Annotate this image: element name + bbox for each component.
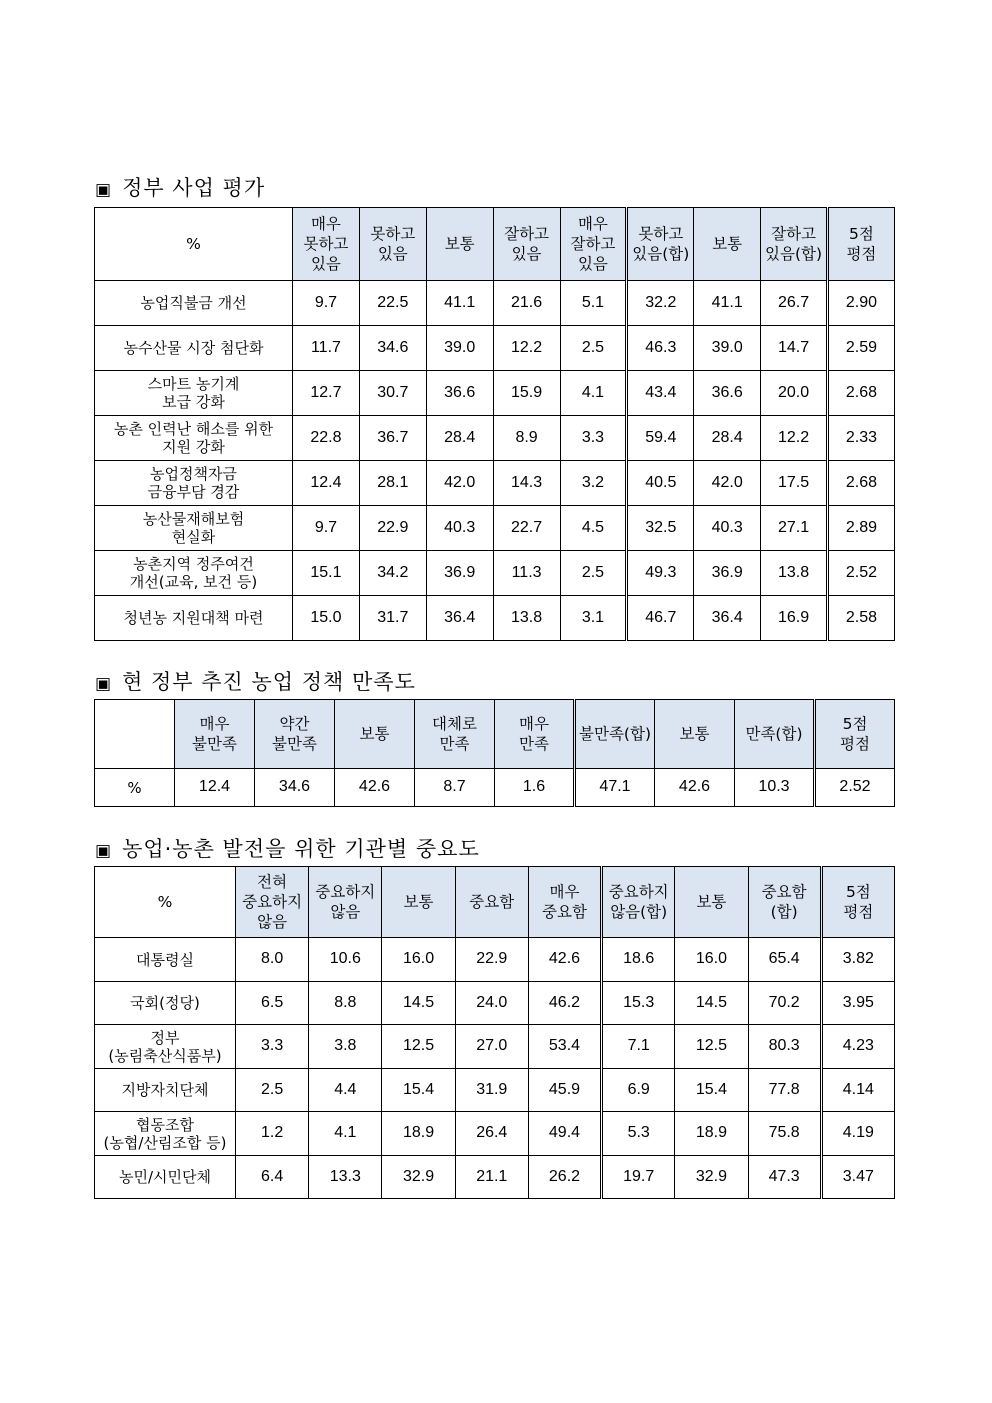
row-label: 농수산물 시장 첨단화	[95, 326, 293, 371]
column-header: 보통	[335, 700, 415, 769]
value-cell: 1.6	[495, 769, 575, 807]
row-label: 대통령실	[95, 938, 236, 982]
value-cell: 6.4	[236, 1156, 309, 1199]
value-cell: 13.8	[493, 596, 560, 641]
value-cell: 36.6	[694, 371, 761, 416]
value-cell: 14.3	[493, 461, 560, 506]
row-label: 농업직불금 개선	[95, 281, 293, 326]
column-header: 중요함	[455, 867, 528, 938]
value-cell: 28.4	[694, 416, 761, 461]
value-cell: 2.68	[828, 461, 895, 506]
table-row	[95, 326, 895, 371]
table-row	[95, 982, 895, 1025]
column-header: 대체로 만족	[415, 700, 495, 769]
value-cell: 12.4	[293, 461, 360, 506]
value-cell: 2.5	[560, 326, 627, 371]
value-cell: 12.5	[675, 1025, 748, 1069]
value-cell: 18.9	[382, 1112, 455, 1156]
header-corner-cell	[95, 700, 175, 769]
value-cell: 12.2	[761, 416, 828, 461]
column-header: 보통	[694, 208, 761, 281]
column-header: 매우 잘하고 있음	[560, 208, 627, 281]
value-cell: 3.8	[309, 1025, 382, 1069]
value-cell: 45.9	[528, 1069, 601, 1112]
value-cell: 39.0	[694, 326, 761, 371]
column-header: 중요하지 않음	[309, 867, 382, 938]
value-cell: 4.14	[821, 1069, 894, 1112]
value-cell: 4.1	[560, 371, 627, 416]
value-cell: 31.9	[455, 1069, 528, 1112]
column-header: 전혀 중요하지 않음	[236, 867, 309, 938]
column-header: 보통	[655, 700, 735, 769]
column-header: 못하고 있음	[359, 208, 426, 281]
value-cell: 41.1	[694, 281, 761, 326]
value-cell: 42.6	[655, 769, 735, 807]
table-row	[95, 1025, 895, 1069]
value-cell: 34.2	[359, 551, 426, 596]
value-cell: 16.9	[761, 596, 828, 641]
section-title-policy-satisfaction: ▣ 현 정부 추진 농업 정책 만족도	[95, 670, 416, 694]
government-evaluation-table	[94, 207, 895, 641]
value-cell: 42.0	[426, 461, 493, 506]
value-cell: 46.7	[627, 596, 694, 641]
column-header: 중요함 (합)	[748, 867, 821, 938]
column-header: 매우 중요함	[528, 867, 601, 938]
value-cell: 3.47	[821, 1156, 894, 1199]
value-cell: 30.7	[359, 371, 426, 416]
value-cell: 49.3	[627, 551, 694, 596]
header-corner-cell: %	[95, 208, 293, 281]
section-title-institution-importance: ▣ 농업·농촌 발전을 위한 기관별 중요도	[95, 837, 480, 861]
value-cell: 14.5	[382, 982, 455, 1025]
column-header: 만족(합)	[735, 700, 815, 769]
row-label: 농업정책자금 금융부담 경감	[95, 461, 293, 506]
table-row	[95, 551, 895, 596]
value-cell: 3.3	[560, 416, 627, 461]
value-cell: 36.6	[426, 371, 493, 416]
row-label: 협동조합 (농협/산림조합 등)	[95, 1112, 236, 1156]
table-row	[95, 1112, 895, 1156]
value-cell: 22.5	[359, 281, 426, 326]
column-header: 보통	[675, 867, 748, 938]
value-cell: 39.0	[426, 326, 493, 371]
row-label: 농민/시민단체	[95, 1156, 236, 1199]
value-cell: 12.4	[175, 769, 255, 807]
value-cell: 34.6	[255, 769, 335, 807]
square-bullet-icon: ▣	[95, 674, 113, 694]
value-cell: 18.9	[675, 1112, 748, 1156]
value-cell: 32.9	[382, 1156, 455, 1199]
value-cell: 21.6	[493, 281, 560, 326]
value-cell: 22.8	[293, 416, 360, 461]
value-cell: 53.4	[528, 1025, 601, 1069]
value-cell: 15.0	[293, 596, 360, 641]
value-cell: 32.2	[627, 281, 694, 326]
value-cell: 2.68	[828, 371, 895, 416]
row-label: 농촌지역 정주여건 개선(교육, 보건 등)	[95, 551, 293, 596]
value-cell: 2.89	[828, 506, 895, 551]
value-cell: 36.9	[694, 551, 761, 596]
column-header: 잘하고 있음	[493, 208, 560, 281]
value-cell: 24.0	[455, 982, 528, 1025]
square-bullet-icon: ▣	[95, 841, 113, 861]
column-header: 5점 평점	[815, 700, 895, 769]
value-cell: 42.6	[335, 769, 415, 807]
value-cell: 32.5	[627, 506, 694, 551]
row-label: 농촌 인력난 해소를 위한 지원 강화	[95, 416, 293, 461]
row-label: 청년농 지원대책 마련	[95, 596, 293, 641]
column-header: 약간 불만족	[255, 700, 335, 769]
value-cell: 9.7	[293, 506, 360, 551]
value-cell: 41.1	[426, 281, 493, 326]
value-cell: 59.4	[627, 416, 694, 461]
column-header: 보통	[382, 867, 455, 938]
value-cell: 2.5	[560, 551, 627, 596]
value-cell: 26.2	[528, 1156, 601, 1199]
value-cell: 2.52	[815, 769, 895, 807]
value-cell: 36.4	[426, 596, 493, 641]
value-cell: 42.6	[528, 938, 601, 982]
value-cell: 13.3	[309, 1156, 382, 1199]
value-cell: 28.1	[359, 461, 426, 506]
table-row	[95, 371, 895, 416]
value-cell: 43.4	[627, 371, 694, 416]
table-row	[95, 938, 895, 982]
value-cell: 12.7	[293, 371, 360, 416]
value-cell: 2.52	[828, 551, 895, 596]
value-cell: 4.4	[309, 1069, 382, 1112]
row-label: 지방자치단체	[95, 1069, 236, 1112]
value-cell: 4.1	[309, 1112, 382, 1156]
value-cell: 34.6	[359, 326, 426, 371]
value-cell: 18.6	[602, 938, 675, 982]
value-cell: 12.2	[493, 326, 560, 371]
row-label: 농산물재해보험 현실화	[95, 506, 293, 551]
value-cell: 19.7	[602, 1156, 675, 1199]
table-row	[95, 416, 895, 461]
institution-importance-table	[94, 866, 895, 1199]
value-cell: 12.5	[382, 1025, 455, 1069]
value-cell: 22.9	[359, 506, 426, 551]
value-cell: 80.3	[748, 1025, 821, 1069]
value-cell: 1.2	[236, 1112, 309, 1156]
value-cell: 5.1	[560, 281, 627, 326]
value-cell: 9.7	[293, 281, 360, 326]
value-cell: 15.9	[493, 371, 560, 416]
value-cell: 36.7	[359, 416, 426, 461]
value-cell: 8.8	[309, 982, 382, 1025]
value-cell: 15.4	[382, 1069, 455, 1112]
column-header: 5점 평점	[828, 208, 895, 281]
column-header: 불만족(합)	[575, 700, 655, 769]
row-label: 스마트 농기계 보급 강화	[95, 371, 293, 416]
value-cell: 46.2	[528, 982, 601, 1025]
column-header: 못하고 있음(합)	[627, 208, 694, 281]
value-cell: 13.8	[761, 551, 828, 596]
value-cell: 14.7	[761, 326, 828, 371]
row-label: 국회(정당)	[95, 982, 236, 1025]
column-header: 매우 불만족	[175, 700, 255, 769]
value-cell: 4.19	[821, 1112, 894, 1156]
value-cell: 32.9	[675, 1156, 748, 1199]
value-cell: 47.1	[575, 769, 655, 807]
value-cell: 40.3	[694, 506, 761, 551]
row-label: 정부 (농림축산식품부)	[95, 1025, 236, 1069]
value-cell: 27.1	[761, 506, 828, 551]
policy-satisfaction-table	[94, 699, 895, 807]
value-cell: 11.3	[493, 551, 560, 596]
value-cell: 15.1	[293, 551, 360, 596]
table-row	[95, 1069, 895, 1112]
value-cell: 8.0	[236, 938, 309, 982]
row-label: %	[95, 769, 175, 807]
value-cell: 6.9	[602, 1069, 675, 1112]
column-header: 중요하지 않음(합)	[602, 867, 675, 938]
value-cell: 42.0	[694, 461, 761, 506]
table-row	[95, 1156, 895, 1199]
column-header: 매우 못하고 있음	[293, 208, 360, 281]
value-cell: 31.7	[359, 596, 426, 641]
value-cell: 47.3	[748, 1156, 821, 1199]
value-cell: 75.8	[748, 1112, 821, 1156]
value-cell: 4.23	[821, 1025, 894, 1069]
value-cell: 8.7	[415, 769, 495, 807]
value-cell: 46.3	[627, 326, 694, 371]
value-cell: 36.9	[426, 551, 493, 596]
value-cell: 40.5	[627, 461, 694, 506]
value-cell: 22.9	[455, 938, 528, 982]
value-cell: 16.0	[675, 938, 748, 982]
value-cell: 6.5	[236, 982, 309, 1025]
value-cell: 2.59	[828, 326, 895, 371]
table-row	[95, 506, 895, 551]
table-row	[95, 281, 895, 326]
value-cell: 27.0	[455, 1025, 528, 1069]
value-cell: 17.5	[761, 461, 828, 506]
value-cell: 26.7	[761, 281, 828, 326]
value-cell: 3.1	[560, 596, 627, 641]
value-cell: 2.90	[828, 281, 895, 326]
value-cell: 3.2	[560, 461, 627, 506]
square-bullet-icon: ▣	[95, 180, 113, 200]
value-cell: 22.7	[493, 506, 560, 551]
table-row	[95, 769, 895, 807]
value-cell: 11.7	[293, 326, 360, 371]
section-title-government-evaluation: ▣ 정부 사업 평가	[95, 176, 266, 200]
value-cell: 2.33	[828, 416, 895, 461]
value-cell: 49.4	[528, 1112, 601, 1156]
value-cell: 15.4	[675, 1069, 748, 1112]
column-header: 매우 만족	[495, 700, 575, 769]
value-cell: 77.8	[748, 1069, 821, 1112]
value-cell: 14.5	[675, 982, 748, 1025]
value-cell: 3.82	[821, 938, 894, 982]
header-corner-cell: %	[95, 867, 236, 938]
column-header: 보통	[426, 208, 493, 281]
value-cell: 7.1	[602, 1025, 675, 1069]
value-cell: 65.4	[748, 938, 821, 982]
value-cell: 10.6	[309, 938, 382, 982]
value-cell: 3.3	[236, 1025, 309, 1069]
value-cell: 20.0	[761, 371, 828, 416]
value-cell: 5.3	[602, 1112, 675, 1156]
value-cell: 16.0	[382, 938, 455, 982]
value-cell: 4.5	[560, 506, 627, 551]
column-header: 5점 평점	[821, 867, 894, 938]
value-cell: 28.4	[426, 416, 493, 461]
table-row	[95, 596, 895, 641]
value-cell: 40.3	[426, 506, 493, 551]
value-cell: 3.95	[821, 982, 894, 1025]
value-cell: 15.3	[602, 982, 675, 1025]
value-cell: 2.5	[236, 1069, 309, 1112]
value-cell: 8.9	[493, 416, 560, 461]
value-cell: 26.4	[455, 1112, 528, 1156]
value-cell: 10.3	[735, 769, 815, 807]
value-cell: 70.2	[748, 982, 821, 1025]
value-cell: 36.4	[694, 596, 761, 641]
value-cell: 2.58	[828, 596, 895, 641]
column-header: 잘하고 있음(합)	[761, 208, 828, 281]
table-row	[95, 461, 895, 506]
value-cell: 21.1	[455, 1156, 528, 1199]
